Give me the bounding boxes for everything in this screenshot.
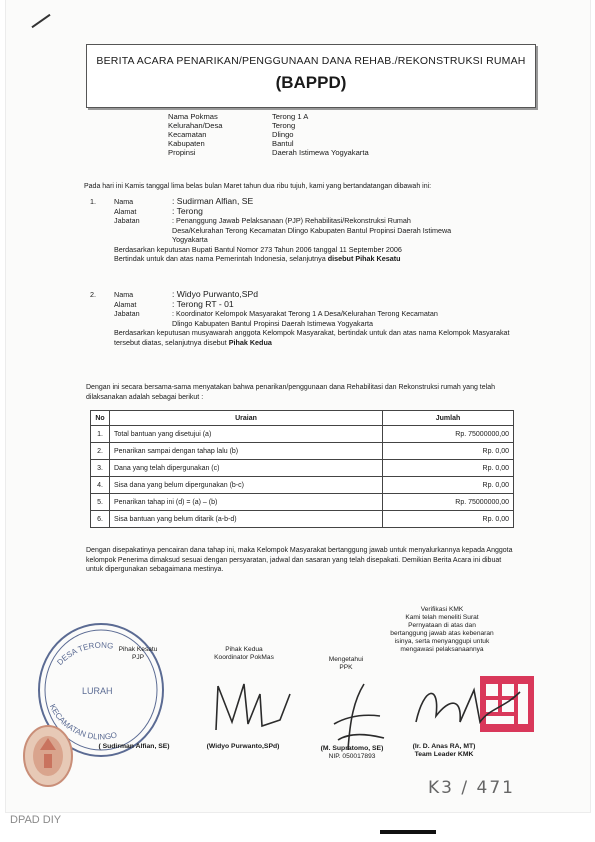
signatory-role: PPK (339, 664, 353, 671)
meta-value: Daerah Istimewa Yogyakarta (272, 148, 369, 157)
row-description: Dana yang telah dipergunakan (c) (110, 460, 383, 477)
signatory-title: Verifikasi KMK (420, 606, 464, 613)
stamp-middle-text: LURAH (82, 686, 113, 696)
acting-text: Bertindak untuk dan atas nama Pemerintah Indonesia, selanjutnya (114, 254, 326, 263)
party-basis: Berdasarkan keputusan Bupati Bantul Nomor 273 Tahun 2006 tanggal 11 September 2006 (114, 244, 402, 254)
meta-value: Terong 1 A (272, 112, 309, 121)
signatory-role: Koordinator PokMas (214, 654, 274, 661)
table-header-row (91, 411, 514, 426)
footer-bar (380, 830, 436, 834)
row-description: Penarikan sampai dengan tahap lalu (b) (110, 443, 383, 460)
signatory-title: Pihak Kedua (225, 646, 263, 653)
signatory-name-kedua (188, 743, 298, 751)
table-row (91, 494, 514, 511)
table-row (91, 511, 514, 528)
table-row (91, 443, 514, 460)
signature-mark-verifikasi (410, 678, 528, 738)
document-title: BERITA ACARA PENARIKAN/PENGGUNAAN DANA REHAB./REKONSTRUKSI RUMAH (96, 55, 526, 67)
table-row (91, 477, 514, 494)
signature-mark-kedua (204, 674, 294, 736)
government-emblem (20, 716, 76, 790)
verification-note: Kami telah meneliti Surat Pernyataan di atas dan bertanggung jawab atas kebenaran isinya, serta menyanggupi untuk mengawasi pelaksanaannya (390, 614, 494, 653)
meta-label: Kecamatan (168, 130, 207, 139)
table-row (91, 460, 514, 477)
name-label: Nama (114, 290, 134, 299)
signature-pihak-kedua (194, 646, 294, 662)
meta-value: Terong (272, 121, 296, 130)
party-basis (114, 328, 534, 347)
row-amount: Rp. 0,00 (383, 477, 514, 494)
signatory-name: (M. Supratomo, SE) (320, 745, 384, 752)
name-label: Nama (114, 197, 134, 206)
handwritten-note: K3 / 471 (428, 778, 515, 798)
pen-mark (31, 14, 50, 28)
signatory-name: (Ir. D. Anas RA, MT) (412, 743, 476, 750)
dpad-logo-text: DPAD DIY (10, 814, 62, 826)
meta-label: Nama Pokmas (168, 112, 218, 121)
signature-mengetahui (306, 656, 386, 672)
statement-paragraph: Dengan ini secara bersama-sama menyatakan bahwa penarikan/penggunaan dana Rehabilitasi dan Rekonstruksi rumah yang telah dilaksanakan adalah sebagai berikut : (86, 384, 495, 401)
meta-value: Bantul (272, 139, 294, 148)
signatory-name-kesatu (86, 743, 182, 751)
document-page (6, 0, 590, 812)
party-number: 1. (90, 197, 96, 206)
row-number: 2. (91, 443, 110, 460)
row-number: 1. (91, 426, 110, 443)
meta-label: Kelurahan/Desa (168, 121, 223, 130)
row-number: 5. (91, 494, 110, 511)
row-number: 4. (91, 477, 110, 494)
party-address: : Terong RT - 01 (172, 298, 234, 309)
signatory-role: PJP (131, 654, 145, 661)
address-label: Alamat (114, 206, 137, 216)
title-box (86, 44, 536, 108)
signatory-name: (Widyo Purwanto,SPd) (206, 743, 280, 750)
row-amount: Rp. 0,00 (383, 511, 514, 528)
table-row (91, 426, 514, 443)
row-amount: Rp. 75000000,00 (383, 494, 514, 511)
signatory-name-mengetahui (302, 745, 402, 761)
signatory-nip: NIP. 050017893 (328, 753, 376, 760)
signatory-name-verifikasi (398, 743, 490, 759)
party-name: : Widyo Purwanto,SPd (172, 289, 258, 299)
party-number: 2. (90, 290, 96, 299)
role-label: Jabatan (114, 309, 140, 318)
disbursement-table (90, 410, 514, 528)
row-description: Sisa bantuan yang belum ditarik (a-b-d) (110, 511, 383, 528)
basis-text: Berdasarkan keputusan musyawarah anggota Kelompok Masyarakat, bertindak untuk dan atas nama Kelompok Masyarakat tersebut diatas, selanjutnya disebut (114, 328, 510, 347)
party-address: : Terong (172, 205, 203, 216)
party-two (90, 290, 534, 347)
closing-paragraph: Dengan disepakatinya pencairan dana tahap ini, maka Kelompok Masyarakat bertanggung jawab untuk menyalurkannya kepada Anggota kelompok Penerima dimaksud sesuai dengan persyaratan, jadwal dan sasaran yang telah disepakati. Demikian Berita Acara ini dibuat untuk dipergunakan sebagaimana mestinya. (86, 547, 513, 573)
basis-bold: Pihak Kedua (228, 337, 272, 347)
role-label: Jabatan (114, 216, 140, 225)
acting-bold: disebut Pihak Kesatu (327, 254, 401, 263)
party-name: : Sudirman Alfian, SE (172, 196, 254, 206)
signature-verifikasi (390, 606, 494, 654)
pokmas-info (168, 112, 369, 157)
party-role: : Penanggung Jawab Pelaksanaan (PJP) Rehabilitasi/Rekonstruksi Rumah Desa/Kelurahan Terong Kecamatan Dlingo Kabupaten Bantul Propinsi Daerah Istimewa Yogyakarta (172, 216, 452, 244)
column-header: No (91, 411, 110, 426)
row-description: Total bantuan yang disetujui (a) (110, 426, 383, 443)
row-description: Penarikan tahap ini (d) = (a) – (b) (110, 494, 383, 511)
row-number: 6. (91, 511, 110, 528)
signatory-role: Team Leader KMK (414, 751, 474, 758)
row-amount: Rp. 0,00 (383, 460, 514, 477)
party-one (90, 197, 534, 264)
column-header: Jumlah (383, 411, 514, 426)
row-number: 3. (91, 460, 110, 477)
address-label: Alamat (114, 299, 137, 309)
signature-pihak-kesatu (98, 646, 178, 662)
row-description: Sisa dana yang belum dipergunakan (b-c) (110, 477, 383, 494)
meta-value: Dlingo (272, 130, 294, 139)
party-acting (114, 254, 534, 264)
party-role: : Koordinator Kelompok Masyarakat Terong 1 A Desa/Kelurahan Terong Kecamatan Dlingo Kabupaten Bantul Propinsi Daerah Istimewa Yogyakarta (172, 309, 438, 328)
intro-paragraph: Pada hari ini Kamis tanggal lima belas bulan Maret tahun dua ribu tujuh, kami yang bertandatangan dibawah ini: (84, 183, 432, 190)
stamp-top-text: DESA TERONG (55, 640, 115, 668)
row-amount: Rp. 75000000,00 (383, 426, 514, 443)
stamp-bottom-text: KECAMATAN DLINGO (47, 702, 118, 742)
signatory-name: ( Sudirman Alfian, SE) (98, 743, 170, 750)
document-acronym: (BAPPD) (275, 73, 347, 92)
signatory-title: Mengetahui (328, 656, 364, 663)
signatory-title: Pihak Kesatu (118, 646, 158, 653)
row-amount: Rp. 0,00 (383, 443, 514, 460)
meta-label: Propinsi (168, 148, 196, 157)
meta-label: Kabupaten (168, 139, 205, 148)
column-header: Uraian (110, 411, 383, 426)
